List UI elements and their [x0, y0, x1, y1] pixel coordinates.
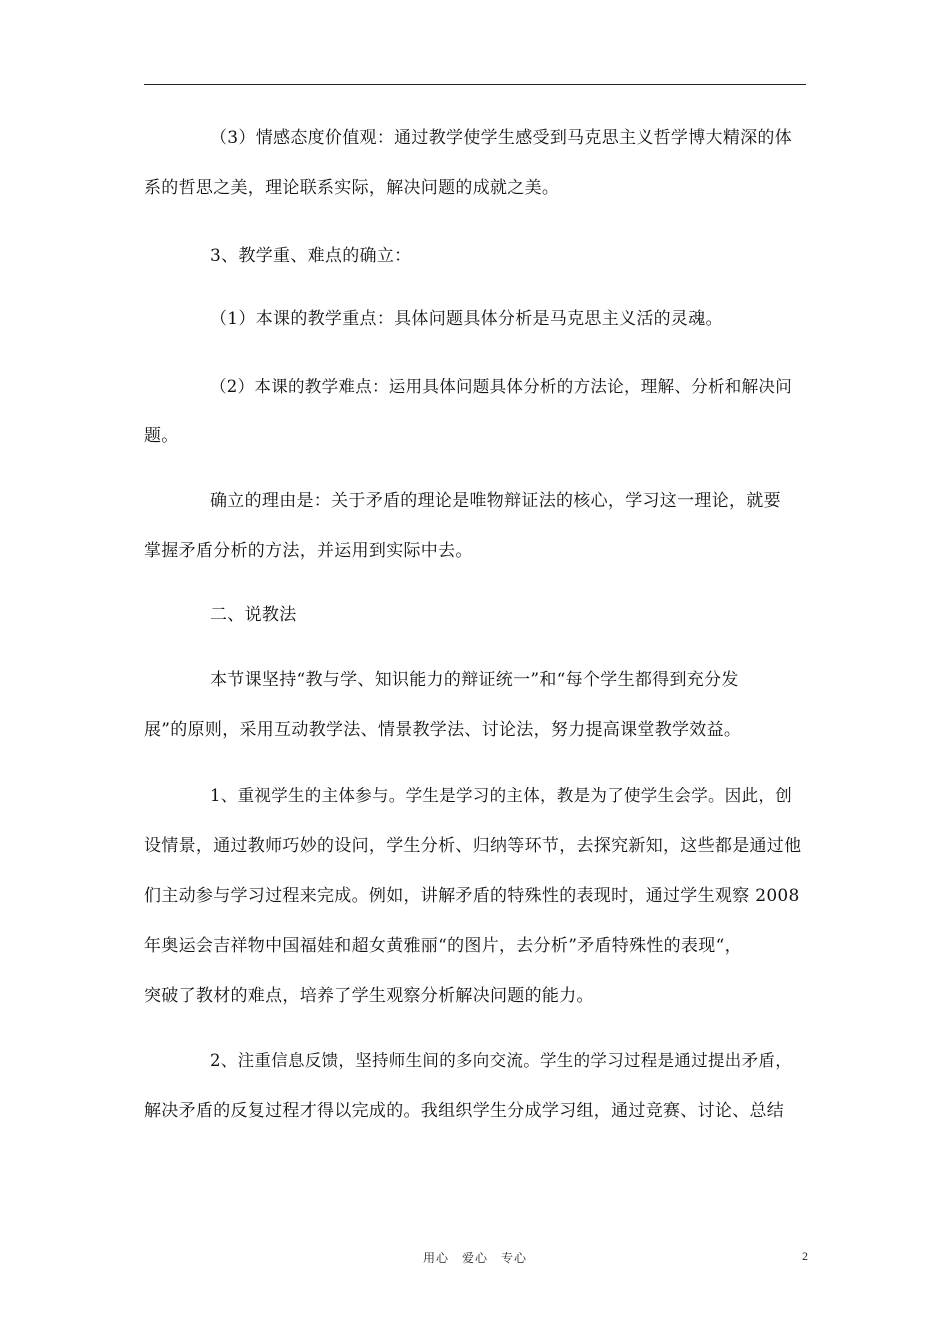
paragraph-line: 题。	[144, 426, 179, 446]
paragraph-line: 系的哲思之美，理论联系实际，解决问题的成就之美。	[144, 178, 560, 198]
paragraph-line: 年奥运会吉祥物中国福娃和超女黄雅丽“的图片，去分析”矛盾特殊性的表现“，	[144, 936, 742, 956]
paragraph-line: （2）本课的教学难点：运用具体问题具体分析的方法论，理解、分析和解决问	[210, 377, 792, 396]
paragraph-line: 设情景，通过教师巧妙的设问，学生分析、归纳等环节，去探究新知，这些都是通过他	[144, 836, 802, 856]
paragraph-line: 掌握矛盾分析的方法，并运用到实际中去。	[144, 541, 473, 561]
header-rule	[144, 84, 806, 85]
paragraph-line: 展”的原则，采用互动教学法、情景教学法、讨论法，努力提高课堂教学效益。	[144, 720, 742, 740]
paragraph-line: 1、重视学生的主体参与。学生是学习的主体，教是为了使学生会学。因此，创	[210, 786, 792, 805]
section-heading: 3、教学重、难点的确立：	[210, 246, 412, 266]
paragraph-line: 本节课坚持“教与学、知识能力的辩证统一”和“每个学生都得到充分发	[210, 670, 739, 690]
paragraph-line: 解决矛盾的反复过程才得以完成的。我组织学生分成学习组，通过竞赛、讨论、总结	[144, 1101, 785, 1121]
paragraph-line: （3）情感态度价值观：通过教学使学生感受到马克思主义哲学博大精深的体	[210, 128, 793, 148]
footer-motto: 用心 爱心 专心	[422, 1251, 527, 1265]
paragraph-line: 2、注重信息反馈，坚持师生间的多向交流。学生的学习过程是通过提出矛盾，	[210, 1051, 792, 1070]
paragraph-line: 们主动参与学习过程来完成。例如，讲解矛盾的特殊性的表现时，通过学生观察 2008	[144, 886, 800, 906]
page-number: 2	[802, 1249, 808, 1263]
paragraph-line: （1）本课的教学重点：具体问题具体分析是马克思主义活的灵魂。	[210, 309, 723, 329]
paragraph-line: 突破了教材的难点，培养了学生观察分析解决问题的能力。	[144, 986, 594, 1006]
paragraph-line: 确立的理由是：关于矛盾的理论是唯物辩证法的核心，学习这一理论，就要	[210, 491, 781, 511]
section-heading: 二、说教法	[210, 605, 297, 625]
